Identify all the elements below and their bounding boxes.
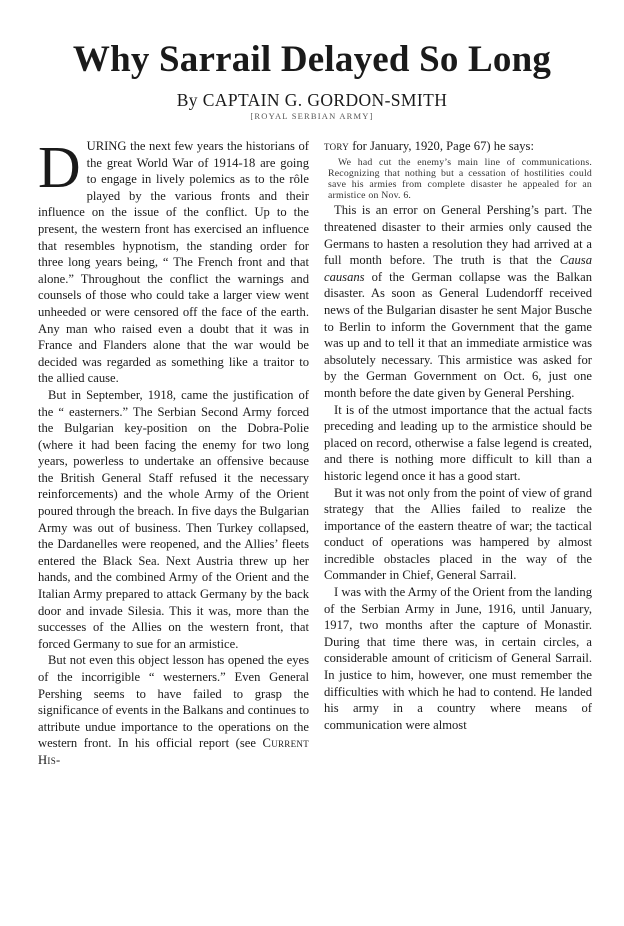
paragraph (38, 652, 309, 768)
right-column (324, 138, 592, 733)
paragraph: But it was not only from the point of view of grand strategy that the Allies failed to realize the importance of the eastern theatre of war; the tactical conduct of operations was hampered by almost incredible obstacles placed in the way of the Commander in Chief, General Sarrail. (324, 485, 592, 583)
paragraph: I was with the Army of the Orient from the landing of the Serbian Army in June, 1916, until January, 1917, two months after the capture of Monastir. During that time there was, in certain circles, a considerable amount of criticism of General Sarrail. In justice to him, however, one must remember the difficulties with which he had to contend. He landed his army in a country where means of communication were almost (324, 585, 592, 732)
paragraph (324, 202, 592, 401)
publication-name: Current His- (38, 736, 309, 767)
paragraph: But in September, 1918, came the justification of the “ easterners.” The Serbian Second Army forced the Bulgarian key-position on the Dobra-Polie (where it had been facing the enemy for two long years, powerless to undertake an offensive because the British General Staff refused it the necessary reinforcements) and the whole Army of the Orient poured through the breach. In five days the Bulgarian Army was out of business. Then Turkey collapsed, the Dardanelles were reopened, and the Allies’ fleets entered the Black Sea. Next Austria threw up her hands, and the combined Army of the Orient and the Italian Army prepared to attack Germany by the back door and invade Silesia. This it was, more than the successes of the Allies on the western front, that forced Germany to sue for an armistice. (38, 387, 309, 651)
paragraph-text: This is an error on General Pershing’s part. The threatened disaster to their armies only caused the Germans to hasten a resolution they had arrived at a full month before. The truth is that the (324, 203, 592, 268)
left-column (38, 134, 309, 769)
author-affiliation: [ROYAL SERBIAN ARMY] (250, 111, 374, 121)
paragraph (38, 134, 309, 387)
paragraph (324, 138, 592, 155)
article-byline: By CAPTAIN G. GORDON-SMITH (176, 90, 448, 110)
paragraph-text: URING the next few years the historians of the great World War of 1914-18 are going to engage in lively polemics as to the rôle played by the various fronts and their influence on the issue of the conflict. Up to the present, the western front has exercised an influence that resembles hypnotism, the standing order for three long years being, “ The French front and that alone.” Throughout the conflict the warnings and counsels of those who could take a larger view went unheeded or were censored off the face of the earth. Any man who raised even a doubt that it was in France and Flanders alone that the war would be decided was regarded as something like a traitor to the allied cause. (38, 139, 309, 386)
drop-cap: D (38, 134, 81, 200)
italic-phrase: Causa causans (324, 253, 592, 284)
block-quote: We had cut the enemy’s main line of communications. Recognizing that nothing but a cessation of hostilities could save his armies from complete disaster he appealed for an armistice on Nov. 6. (328, 156, 592, 202)
article-title: Why Sarrail Delayed So Long (72, 39, 552, 80)
paragraph-text: of the German collapse was the Balkan disaster. As soon as General Ludendorff received news of the Bulgarian disaster he sent Major Busche to Berlin to inform the Government that the game was up and to tell it that an immediate armistice was absolutely necessary. This armistice was asked for by the German Government on Oct. 6, just one month before the date given by General Pershing. (324, 269, 592, 400)
paragraph-text: But not even this object lesson has opened the eyes of the incorrigible “ westerners.” Even General Pershing seems to have failed to grasp the significance of events in the Balkans and continues to attribute undue importance to the operations on the western front. In his official report (see (38, 653, 309, 751)
paragraph-text: for January, 1920, Page 67) he says: (349, 139, 534, 153)
paragraph: It is of the utmost importance that the actual facts preceding and leading up to the armistice should be placed on record, otherwise a false legend is created, and there is nothing more difficult to kill than a historic legend once it has a good start. (324, 402, 592, 483)
publication-name: tory (324, 139, 350, 153)
